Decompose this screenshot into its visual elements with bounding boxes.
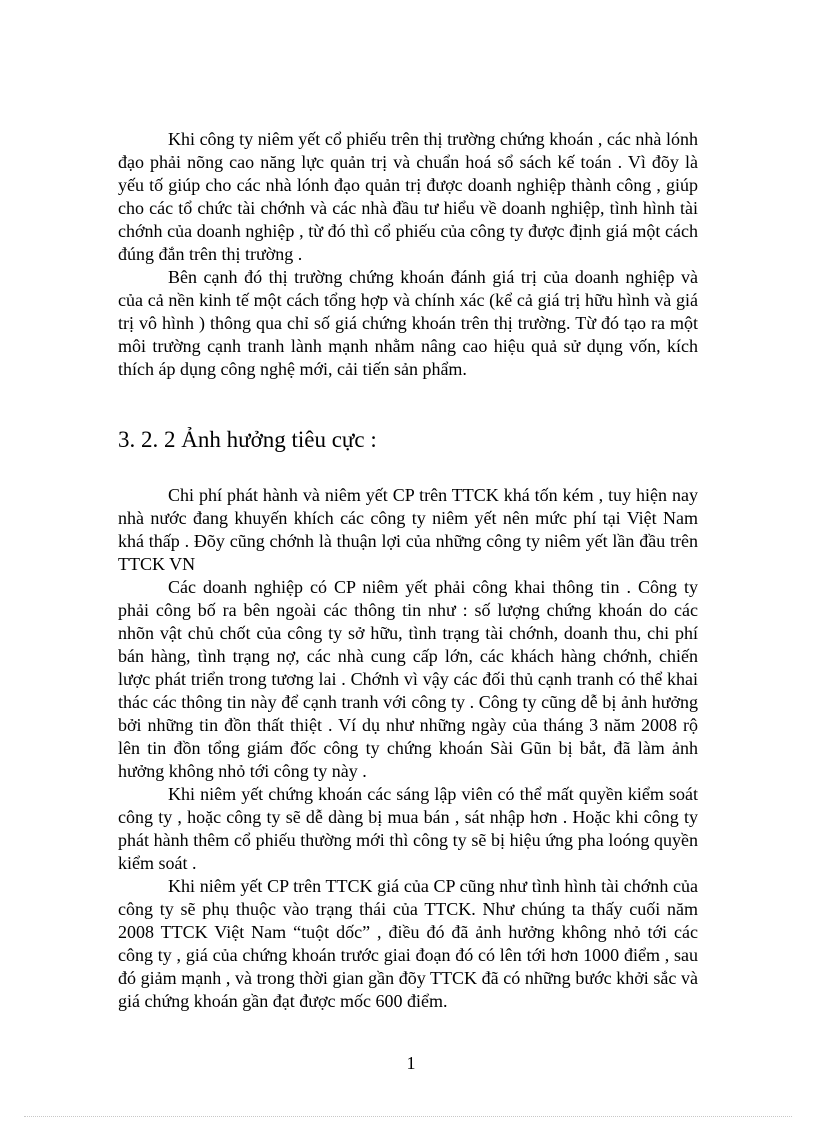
paragraph: Chi phí phát hành và niêm yết CP trên TTCK khá tốn kém , tuy hiện nay nhà nước đang khuyến khích các công ty niêm yết nên mức phí tại Việt Nam khá thấp . Đõy cũng chớnh là thuận lợi của những công ty niêm yết lần đầu trên TTCK VN xyxy=(118,485,698,574)
intro-section xyxy=(118,128,698,381)
page-number: 1 xyxy=(406,1053,416,1073)
paragraph: Khi niêm yết chứng khoán các sáng lập viên có thể mất quyền kiểm soát công ty , hoặc công ty sẽ dễ dàng bị mua bán , sát nhập hơn . Hoặc khi công ty phát hành thêm cổ phiếu thường mới thì công ty sẽ bị hiệu ứng pha loóng quyền kiểm soát . xyxy=(118,784,698,873)
negative-effects-section xyxy=(118,484,698,1013)
paragraph: Bên cạnh đó thị trường chứng khoán đánh giá trị của doanh nghiệp và của cả nền kinh tế một cách tổng hợp và chính xác (kể cả giá trị hữu hình và giá trị vô hình ) thông qua chỉ số giá chứng khoán trên thị trường. Từ đó tạo ra một môi trường cạnh tranh lành mạnh nhằm nâng cao hiệu quả sử dụng vốn, kích thích áp dụng công nghệ mới, cải tiến sản phẩm. xyxy=(118,267,698,379)
paragraph: Các doanh nghiệp có CP niêm yết phải công khai thông tin . Công ty phải công bố ra bên ngoài các thông tin như : số lượng chứng khoán do các nhõn vật chủ chốt của công ty sở hữu, tình trạng tài chớnh, doanh thu, chi phí bán hàng, tình trạng nợ, các nhà cung cấp lớn, các khách hàng chớnh, chiến lược phát triển trong tương lai . Chớnh vì vậy các đối thủ cạnh tranh có thể khai thác các thông tin này để cạnh tranh với công ty . Công ty cũng dễ bị ảnh hưởng bởi những tin đồn thất thiệt . Ví dụ như những ngày của tháng 3 năm 2008 rộ lên tin đồn tổng giám đốc công ty chứng khoán Sài Gũn bị bắt, đã làm ảnh hưởng không nhỏ tới công ty này . xyxy=(118,577,698,781)
page-bottom-border xyxy=(24,1116,792,1117)
paragraph: Khi niêm yết CP trên TTCK giá của CP cũng như tình hình tài chớnh của công ty sẽ phụ thuộc vào trạng thái của TTCK. Như chúng ta thấy cuối năm 2008 TTCK Việt Nam “tuột dốc” , điều đó đã ảnh hưởng không nhỏ tới các công ty , giá của chứng khoán trước giai đoạn đó có lên tới hơn 1000 điểm , sau đó giảm mạnh , và trong thời gian gần đõy TTCK đã có những bước khởi sắc và giá chứng khoán gần đạt được mốc 600 điểm. xyxy=(118,876,698,1011)
section-heading: 3. 2. 2 Ảnh hưởng tiêu cực : xyxy=(118,427,377,452)
paragraph: Khi công ty niêm yết cổ phiếu trên thị trường chứng khoán , các nhà lónh đạo phải nõng cao năng lực quản trị và chuẩn hoá sổ sách kế toán . Vì đõy là yếu tố giúp cho các nhà lónh đạo quản trị được doanh nghiệp thành công , giúp cho các tổ chức tài chớnh và các nhà đầu tư hiểu về doanh nghiệp, tình hình tài chớnh của doanh nghiệp , từ đó thì cổ phiếu của công ty được định giá một cách đúng đắn trên thị trường . xyxy=(118,129,698,264)
